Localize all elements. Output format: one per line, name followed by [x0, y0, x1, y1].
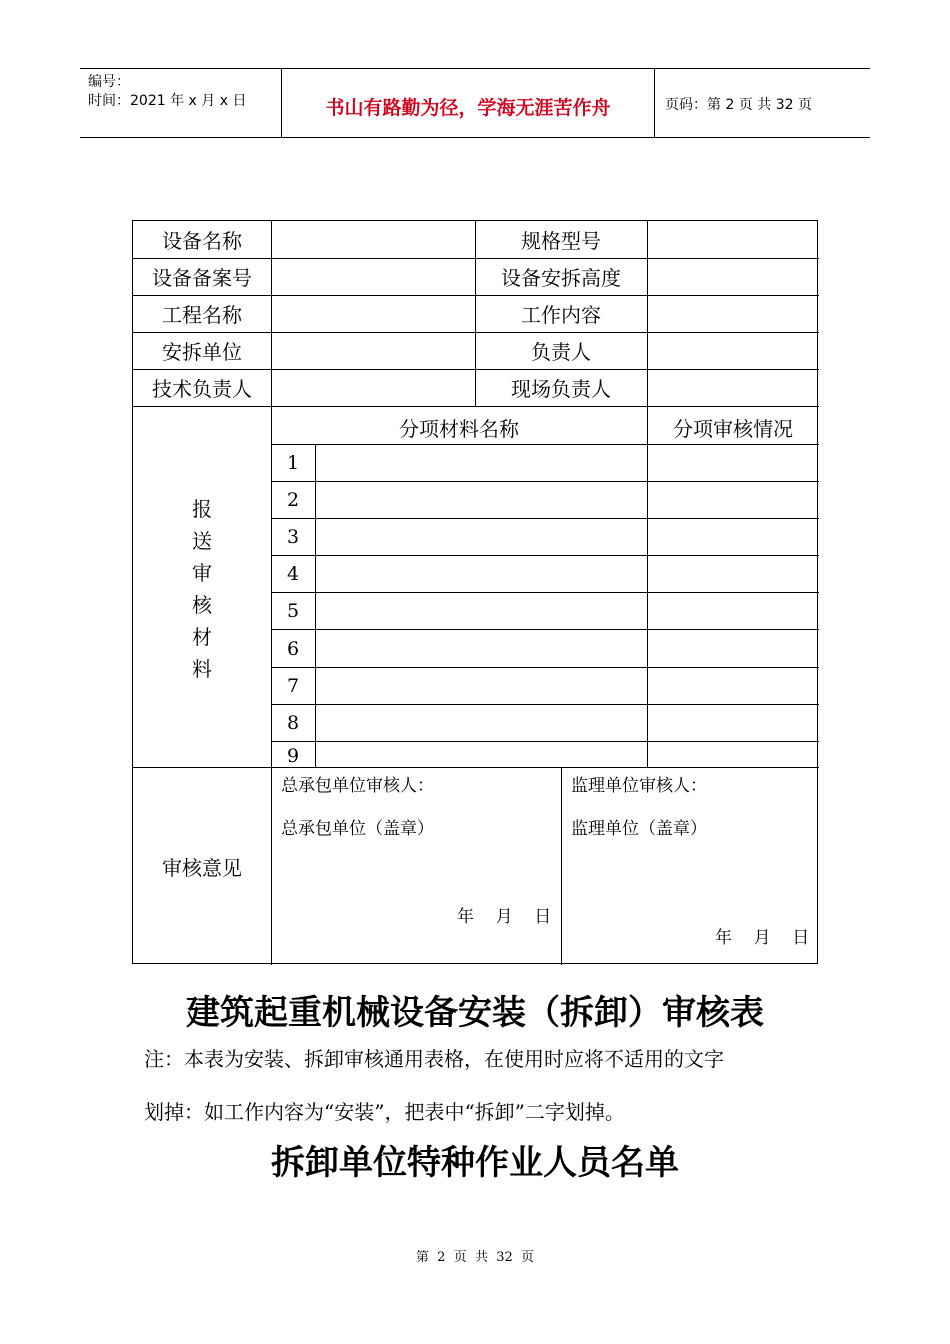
- row-divider: [271, 629, 819, 630]
- row-divider: [133, 406, 819, 407]
- column-divider: [315, 444, 316, 767]
- review-status-header: 分项审核情况: [673, 417, 793, 441]
- page-header: [80, 68, 870, 138]
- contractor-seal-label: 总承包单位（盖章）: [281, 819, 434, 839]
- item-number: 2: [286, 489, 300, 511]
- contractor-date: 年 月 日: [457, 907, 552, 927]
- row-divider: [271, 592, 819, 593]
- vertical-char: 送: [192, 529, 212, 553]
- field-label: 设备备案号: [152, 266, 252, 290]
- review-opinion-label: 审核意见: [162, 855, 242, 880]
- supervisor-date: 年 月 日: [715, 928, 810, 948]
- field-label: 规格型号: [521, 229, 601, 253]
- vertical-char: 核: [192, 593, 212, 617]
- row-divider: [271, 667, 819, 668]
- vertical-char: 材: [192, 625, 212, 649]
- row-divider: [271, 741, 819, 742]
- field-label: 负责人: [531, 340, 591, 364]
- item-number: 8: [286, 712, 300, 734]
- column-divider: [561, 767, 562, 965]
- row-divider: [271, 518, 819, 519]
- item-number: 1: [286, 452, 300, 474]
- field-label: 设备名称: [162, 229, 242, 253]
- note-line: 划掉：如工作内容为“安装”，把表中“拆卸”二字划掉。: [144, 1100, 625, 1124]
- document-number-label: 编号：: [88, 74, 130, 90]
- item-number: 7: [286, 675, 300, 697]
- field-label: 现场负责人: [511, 377, 611, 401]
- item-number: 5: [286, 600, 300, 622]
- row-divider: [271, 555, 819, 556]
- vertical-char: 料: [192, 657, 212, 681]
- field-label: 技术负责人: [152, 377, 252, 401]
- note-line: 注：本表为安装、拆卸审核通用表格，在使用时应将不适用的文字: [144, 1047, 724, 1071]
- form-title: 建筑起重机械设备安装（拆卸）审核表: [186, 993, 764, 1033]
- header-meta: [88, 73, 246, 111]
- item-number: 9: [286, 745, 300, 767]
- materials-section-label: [133, 493, 271, 685]
- column-divider: [647, 221, 648, 767]
- row-divider: [271, 704, 819, 705]
- header-page-number: 页码：第 2 页 共 32 页: [665, 97, 812, 113]
- header-motto: 书山有路勤为径，学海无涯苦作舟: [325, 97, 611, 119]
- item-number: 4: [286, 563, 300, 585]
- field-label: 安拆单位: [162, 340, 242, 364]
- vertical-char: 审: [192, 561, 212, 585]
- material-name-header: 分项材料名称: [399, 417, 519, 441]
- field-label: 工程名称: [162, 303, 242, 327]
- row-divider: [271, 481, 819, 482]
- vertical-char: 报: [192, 497, 212, 521]
- document-time-label: 时间：2021 年 x 月 x 日: [88, 93, 247, 109]
- section-title: 拆卸单位特种作业人员名单: [271, 1143, 679, 1183]
- row-divider: [271, 444, 819, 445]
- page-footer: 第 2 页 共 32 页: [415, 1250, 535, 1265]
- item-number: 3: [286, 526, 300, 548]
- supervisor-seal-label: 监理单位（盖章）: [571, 819, 707, 839]
- field-label: 工作内容: [521, 303, 601, 327]
- contractor-reviewer-label: 总承包单位审核人：: [281, 776, 434, 796]
- field-label: 设备安拆高度: [501, 266, 621, 290]
- supervisor-reviewer-label: 监理单位审核人：: [571, 776, 707, 796]
- review-form-table: [132, 220, 818, 964]
- item-number: 6: [286, 637, 300, 660]
- header-divider: [654, 69, 655, 137]
- header-divider: [281, 69, 282, 137]
